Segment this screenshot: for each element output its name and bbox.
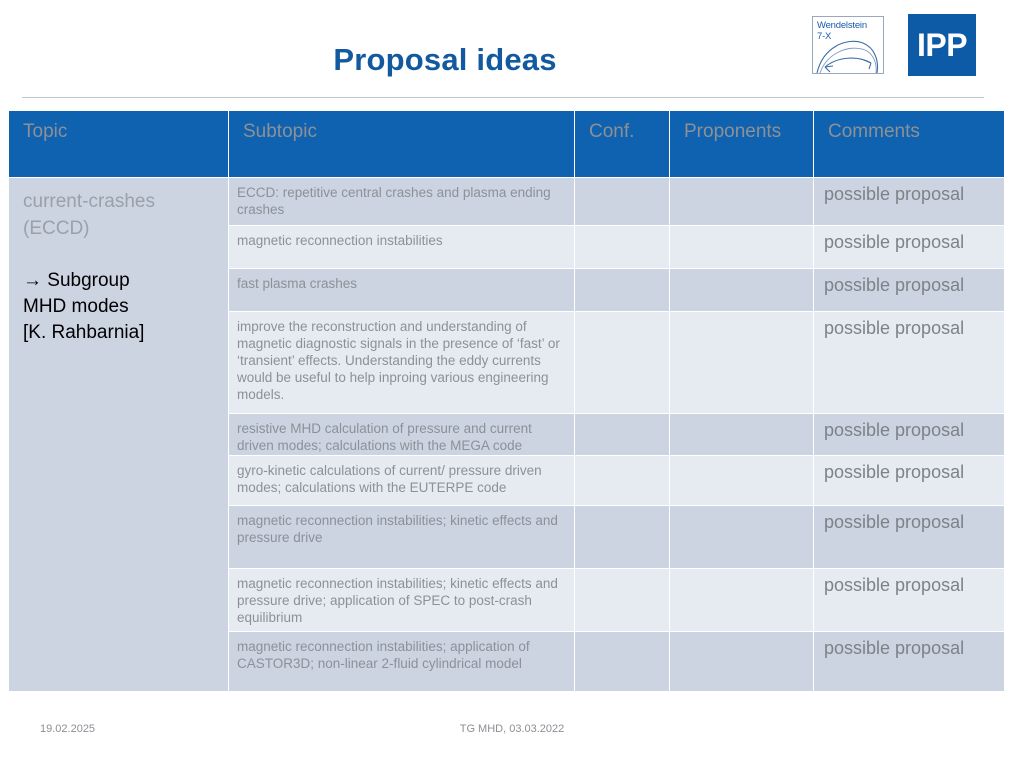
subtopic-cell: magnetic reconnection instabilities; kinetic effects and pressure drive; application of SPEC to post-crash equilibrium	[229, 569, 574, 631]
comments-cell: possible proposal	[814, 414, 1004, 455]
conf-cell	[575, 414, 669, 455]
proponents-cell	[670, 506, 813, 568]
conf-cell	[575, 506, 669, 568]
comments-cell: possible proposal	[814, 226, 1004, 268]
column-header-subtopic: Subtopic	[229, 111, 574, 177]
proponents-cell	[670, 226, 813, 268]
conf-cell	[575, 269, 669, 311]
subtopic-cell: ECCD: repetitive central crashes and plasma ending crashes	[229, 178, 574, 225]
column-header-conf: Conf.	[575, 111, 669, 177]
conf-cell	[575, 632, 669, 691]
footer-meeting: TG MHD, 03.03.2022	[459, 723, 565, 735]
ipp-logo-text: IPP	[916, 27, 968, 63]
conf-cell	[575, 178, 669, 225]
conf-cell	[575, 226, 669, 268]
column-header-proponents: Proponents	[670, 111, 813, 177]
subtopic-cell: gyro-kinetic calculations of current/ pressure driven modes; calculations with the EUTERPE code	[229, 456, 574, 505]
topic-cell	[9, 178, 228, 691]
column-header-comments: Comments	[814, 111, 1004, 177]
proposal-ideas-table	[8, 110, 1005, 692]
subtopic-cell: magnetic reconnection instabilities	[229, 226, 574, 268]
topic-title: current-crashes (ECCD)	[23, 191, 155, 239]
comments-cell: possible proposal	[814, 569, 1004, 631]
footer-date: 19.02.2025	[40, 723, 96, 735]
comments-cell: possible proposal	[814, 456, 1004, 505]
proponents-cell	[670, 632, 813, 691]
table-header-row	[9, 111, 1004, 177]
ipp-logo	[908, 14, 976, 76]
comments-cell: possible proposal	[814, 312, 1004, 413]
subtopic-cell: magnetic reconnection instabilities; kinetic effects and pressure drive	[229, 506, 574, 568]
subtopic-cell: magnetic reconnection instabilities; application of CASTOR3D; non-linear 2-fluid cylindrical model	[229, 632, 574, 691]
subtopic-cell: fast plasma crashes	[229, 269, 574, 311]
comments-cell: possible proposal	[814, 178, 1004, 225]
proponents-cell	[670, 178, 813, 225]
proponents-cell	[670, 269, 813, 311]
table-body	[9, 178, 1004, 691]
conf-cell	[575, 456, 669, 505]
title-divider	[22, 97, 984, 98]
conf-cell	[575, 312, 669, 413]
proponents-cell	[670, 414, 813, 455]
page-title: Proposal ideas	[333, 42, 557, 77]
wendelstein-logo-text: Wendelstein 7-X	[817, 20, 867, 42]
topic-subgroup: → Subgroup MHD modes [K. Rahbarnia]	[23, 270, 145, 343]
column-header-topic: Topic	[9, 111, 228, 177]
conf-cell	[575, 569, 669, 631]
comments-cell: possible proposal	[814, 506, 1004, 568]
table-row	[9, 178, 1004, 225]
comments-cell: possible proposal	[814, 269, 1004, 311]
proponents-cell	[670, 569, 813, 631]
subtopic-cell: improve the reconstruction and understanding of magnetic diagnostic signals in the presence of ‘fast’ or ‘transient’ effects. Understanding the eddy currents would be useful to help inproing various engineering models.	[229, 312, 574, 413]
comments-cell: possible proposal	[814, 632, 1004, 691]
proponents-cell	[670, 312, 813, 413]
subtopic-cell: resistive MHD calculation of pressure and current driven modes; calculations with the MEGA code	[229, 414, 574, 455]
proponents-cell	[670, 456, 813, 505]
